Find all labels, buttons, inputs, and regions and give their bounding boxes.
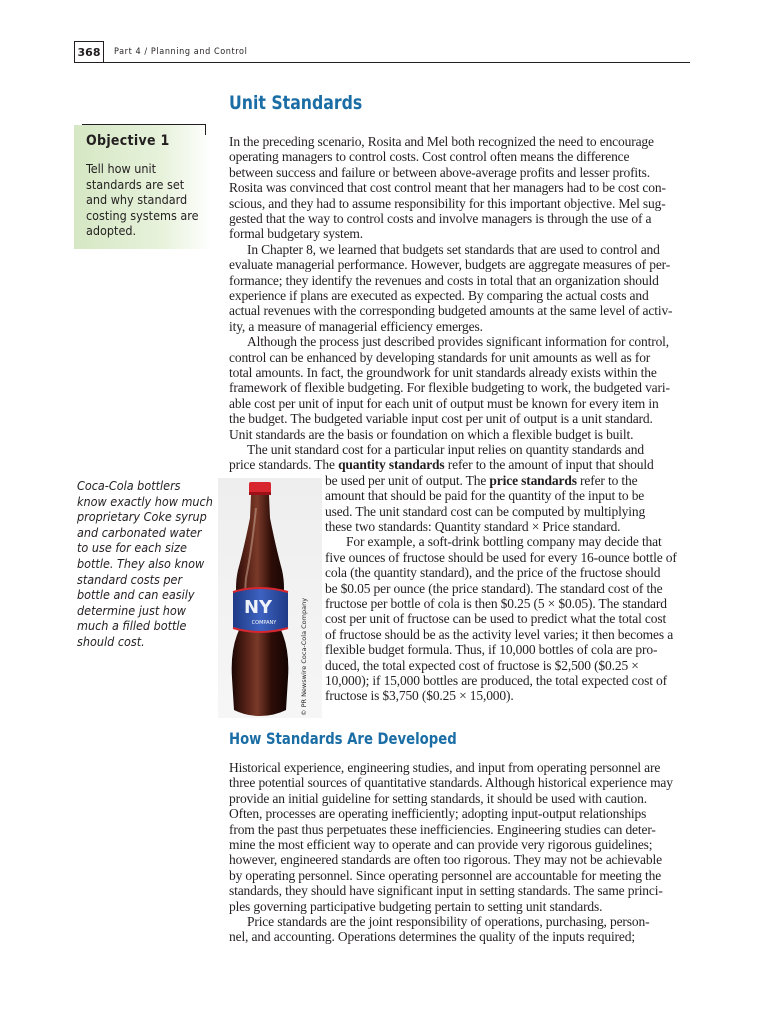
subsection-title: How Standards Are Developed (229, 729, 457, 748)
body-line: The unit standard cost for a particular input relies on quantity standards and (247, 442, 644, 457)
label-ny-text: NY (243, 597, 273, 618)
body-line: formance; they identify the revenues and costs in total that an organization should (229, 272, 659, 288)
body-line: standards, they should have significant input in setting standards. The same princi- (229, 883, 663, 899)
term-price-standards: price standards (489, 472, 577, 488)
body-line: framework of flexible budgeting. For flexible budgeting to work, the budgeted vari- (229, 380, 670, 396)
body-line: five ounces of fructose should be used for every 16-ounce bottle of (325, 549, 677, 565)
body-line: these two standards: Quantity standard × Price standard. (325, 519, 621, 534)
body-line: the budget. The budgeted variable input cost per unit of output is a unit standard. (229, 411, 653, 427)
body-line: scious, and they had to assume responsibility for this important objective. Mel sug- (229, 195, 666, 211)
body-line: Unit standards are the basis or foundation on which a flexible budget is built. (229, 426, 634, 442)
body-line: three potential sources of quantitative standards. Although historical experience may (229, 775, 673, 791)
label-company-text: COMPANY (251, 620, 277, 626)
body-line: able cost per unit of input for each unit of output must be known for every item in (229, 395, 659, 411)
body-line: duced, the total expected cost of fructose is $2,500 ($0.25 × (325, 657, 639, 673)
body-line: between success and failure or between above-average profits and lesser profits. (229, 164, 650, 180)
body-line: ples governing participative budgeting pertain to setting unit standards. (229, 898, 603, 914)
body-line: cola (the quantity standard), and the price of the fructose should (325, 565, 661, 581)
objective-rule (82, 124, 206, 125)
body-line: control can be enhanced by developing standards for unit amounts as well as for (229, 349, 651, 365)
photo-caption: Coca-Cola bottlers know exactly how much proprietary Coke syrup and carbonated water to use for each size bottle. They also know standard costs per bottle and can easily determine just how much a filled bottle should cost. (77, 478, 213, 649)
body-line: experience if plans are executed as expected. By comparing the actual costs and (229, 288, 649, 303)
body-line: amount that should be paid for the quantity of the input to be (325, 488, 645, 504)
body-line: Although the process just described provides significant information for control, (247, 334, 670, 350)
body-line: by operating personnel. Since operating personnel are accountable for meeting the (229, 867, 662, 883)
body-line: In Chapter 8, we learned that budgets set standards that are used to control and (247, 241, 660, 257)
body-line: from the past thus perpetuates these inefficiencies. Engineering studies can deter- (229, 821, 656, 837)
page-number: 368 (74, 41, 104, 63)
body-line: gested that the way to control costs and involve managers is through the use of a (229, 211, 652, 226)
body-line: operating managers to control costs. Cost control often means the difference (229, 149, 630, 165)
objective-title: Objective 1 (86, 133, 170, 149)
running-head: Part 4 / Planning and Control (114, 47, 248, 57)
body-line: Rosita was convinced that cost control meant that her managers had to be cost con- (229, 180, 666, 196)
body-line: mine the most efficient way to operate and can provide very rigorous guidelines; (229, 837, 653, 852)
objective-text: Tell how unit standards are set and why standard costing systems are adopted. (86, 161, 199, 239)
page-header (74, 41, 690, 65)
objective-rule-tick (205, 124, 206, 135)
body-line: used. The unit standard cost can be computed by multiplying (325, 503, 646, 519)
body-line: Price standards are the joint responsibility of operations, purchasing, person- (247, 914, 650, 929)
body-line: fructose is $3,750 ($0.25 × 15,000). (325, 688, 514, 704)
photo-credit: © PR Newswire Coca-Cola Company (300, 597, 308, 716)
body-line: evaluate managerial performance. However, budgets are aggregate measures of per- (229, 257, 671, 273)
body-line: 10,000); if 15,000 bottles are produced, the total expected cost of (325, 673, 667, 688)
section-title: Unit Standards (229, 92, 363, 114)
body-line: cost per unit of fructose can be used to predict what the total cost (325, 611, 667, 627)
term-quantity-standards: quantity standards (338, 457, 445, 473)
body-line: be $0.05 per ounce (the price standard). The standard cost of the (325, 580, 663, 596)
body-line: fructose per bottle of cola is then $0.25 (5 × $0.05). The standard (325, 596, 667, 611)
body-line: flexible budget formula. Thus, if 10,000 bottles of cola are pro- (325, 642, 658, 658)
header-rule (104, 62, 690, 63)
body-line: formal budgetary system. (229, 226, 363, 242)
body-line: price standards. The quantity standards refer to the amount of input that should (229, 457, 654, 473)
body-line: Often, processes are operating inefficiently; adopting input-output relationships (229, 806, 647, 822)
body-line: however, engineered standards are often too rigorous. They may not be achievable (229, 852, 662, 868)
body-line: provide an initial guideline for setting standards, it should be used with caution. (229, 790, 647, 806)
body-line: Historical experience, engineering studies, and input from operating personnel are (229, 760, 661, 775)
body-line: of fructose should be as the activity level varies; it then becomes a (325, 626, 674, 642)
body-line: total amounts. In fact, the groundwork for unit standards already exists within the (229, 365, 657, 380)
body-line: be used per unit of output. The price standards refer to the (325, 472, 638, 488)
body-line: actual revenues with the corresponding budgeted amounts at the same level of activ- (229, 303, 673, 319)
body-line: ity, a measure of managerial efficiency emerges. (229, 318, 483, 334)
body-line: For example, a soft-drink bottling company may decide that (346, 534, 662, 550)
body-line: nel, and accounting. Operations determines the quality of the inputs required; (229, 929, 635, 945)
body-line: In the preceding scenario, Rosita and Mel both recognized the need to encourage (229, 134, 654, 149)
